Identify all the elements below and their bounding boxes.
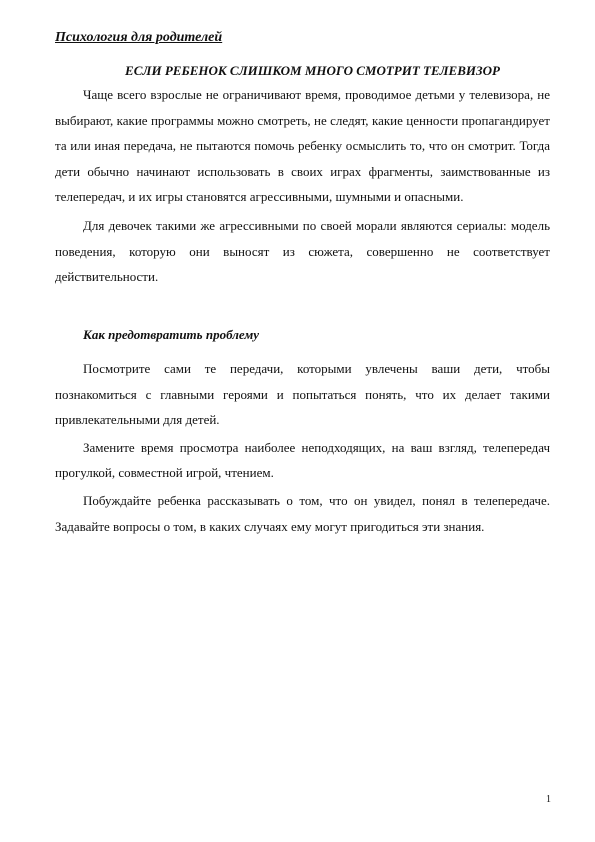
paragraph: Замените время просмотра наиболее неподходящих, на ваш взгляд, телепередач прогулкой, совместной игрой, чтением. (55, 439, 550, 481)
intro-section (55, 82, 550, 290)
section-label: Психология для родителей (55, 30, 223, 45)
article-title: ЕСЛИ РЕБЕНОК СЛИШКОМ МНОГО СМОТРИТ ТЕЛЕВИЗОР (125, 63, 500, 78)
advice-section (55, 356, 550, 539)
page-number: 1 (546, 794, 551, 805)
paragraph: Посмотрите сами те передачи, которыми увлечены ваши дети, чтобы познакомиться с главными героями и попытаться понять, что их делает такими привлекательными для детей. (55, 361, 550, 428)
subheading: Как предотвратить проблему (83, 327, 260, 342)
paragraph: Для девочек такими же агрессивными по своей морали являются сериалы: модель поведения, которую они выносят из сюжета, совершенно не соответствует действительности. (55, 217, 550, 285)
paragraph: Чаще всего взрослые не ограничивают время, проводимое детьми у телевизора, не выбирают, какие программы можно смотреть, не следят, какие ценности пропагандирует та или иная передача, не пытаются помочь ребенку осмыслить то, что он смотрит. Тогда дети обычно начинают использовать в своих играх фрагменты, заимствованные из телепередач, и их игры становятся агрессивными, шумными и опасными. (55, 87, 550, 205)
paragraph: Побуждайте ребенка рассказывать о том, что он увидел, понял в телепередаче. Задавайте вопросы о том, в каких случаях ему могут пригодиться эти знания. (55, 492, 550, 534)
